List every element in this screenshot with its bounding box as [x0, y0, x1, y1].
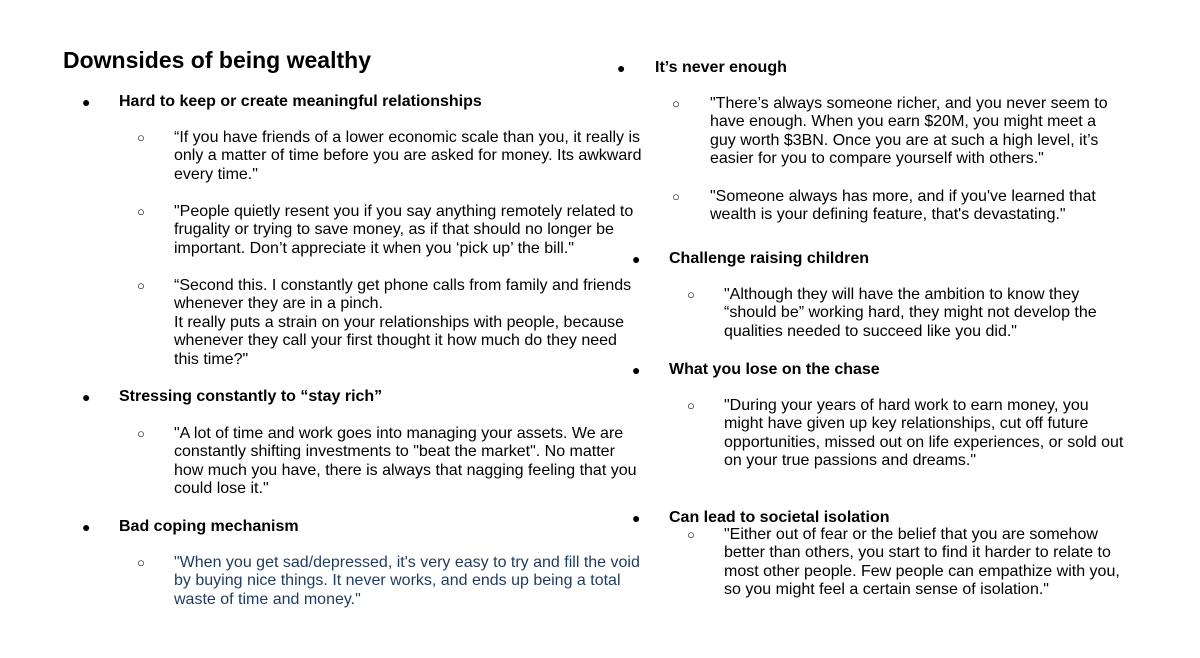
sub-bullet-marker: ○ [137, 555, 145, 570]
bullet-marker: ● [82, 389, 91, 405]
sub-bullet-marker: ○ [137, 426, 145, 441]
quote-text: "During your years of hard work to earn money, you might have given up key relationships, cut off future opportunities, missed out on life experiences, or sold out on your true passions and dreams." [724, 397, 1124, 470]
quote-text: "People quietly resent you if you say anything remotely related to frugality or trying to save money, as if that should no longer be important. Don’t appreciate it when you ‘pick up’ the bill." [174, 203, 634, 257]
section-heading: Challenge raising children [669, 250, 870, 267]
page-title: Downsides of being wealthy [63, 47, 371, 73]
section-heading: Can lead to societal isolation [669, 509, 890, 526]
bullet-marker: ● [632, 362, 641, 378]
quote-text: "Someone always has more, and if you've learned that wealth is your defining feature, that's devastating." [710, 188, 1096, 224]
sub-bullet-marker: ○ [137, 278, 145, 293]
quote-text: "Either out of fear or the belief that you are somehow better than others, you start to find it harder to relate to most other people. Few people can empathize with you, so you might feel a certain sense of isolation." [724, 526, 1120, 599]
quote-text: “Second this. I constantly get phone calls from family and friends whenever they are in a pinch. It really puts a strain on your relationships with people, because whenever they call your first thought it how much do they need this time?" [174, 277, 632, 368]
sub-bullet-marker: ○ [672, 189, 680, 204]
quote-text: "A lot of time and work goes into managing your assets. We are constantly shifting investments to "beat the market". No matter how much you have, there is always that nagging feeling that you could lose it." [174, 425, 637, 498]
section-heading: Hard to keep or create meaningful relationships [119, 93, 482, 110]
sub-bullet-marker: ○ [672, 96, 680, 111]
sub-bullet-marker: ○ [137, 204, 145, 219]
quote-text: "Although they will have the ambition to know they “should be” working hard, they might not develop the qualities needed to succeed like you did." [724, 286, 1097, 340]
quote-text: “If you have friends of a lower economic scale than you, it really is only a matter of time before you are asked for money. Its awkward every time." [174, 129, 642, 183]
quote-text: "When you get sad/depressed, it's very easy to try and fill the void by buying nice things. It never works, and ends up being a total waste of time and money." [174, 554, 640, 608]
section-heading: Stressing constantly to “stay rich” [119, 388, 383, 405]
section-heading: It’s never enough [655, 59, 787, 76]
bullet-marker: ● [632, 251, 641, 267]
section-heading: Bad coping mechanism [119, 518, 299, 535]
sub-bullet-marker: ○ [687, 287, 695, 302]
sub-bullet-marker: ○ [137, 130, 145, 145]
bullet-marker: ● [82, 519, 91, 535]
sub-bullet-marker: ○ [687, 527, 695, 542]
sub-bullet-marker: ○ [687, 398, 695, 413]
quote-text: "There’s always someone richer, and you never seem to have enough. When you earn $20M, you might meet a guy worth $3BN. Once you are at such a high level, it’s easier for you to compare yourself with others." [710, 95, 1108, 168]
bullet-marker: ● [82, 94, 91, 110]
bullet-marker: ● [632, 510, 641, 526]
section-heading: What you lose on the chase [669, 361, 880, 378]
bullet-marker: ● [617, 60, 626, 76]
